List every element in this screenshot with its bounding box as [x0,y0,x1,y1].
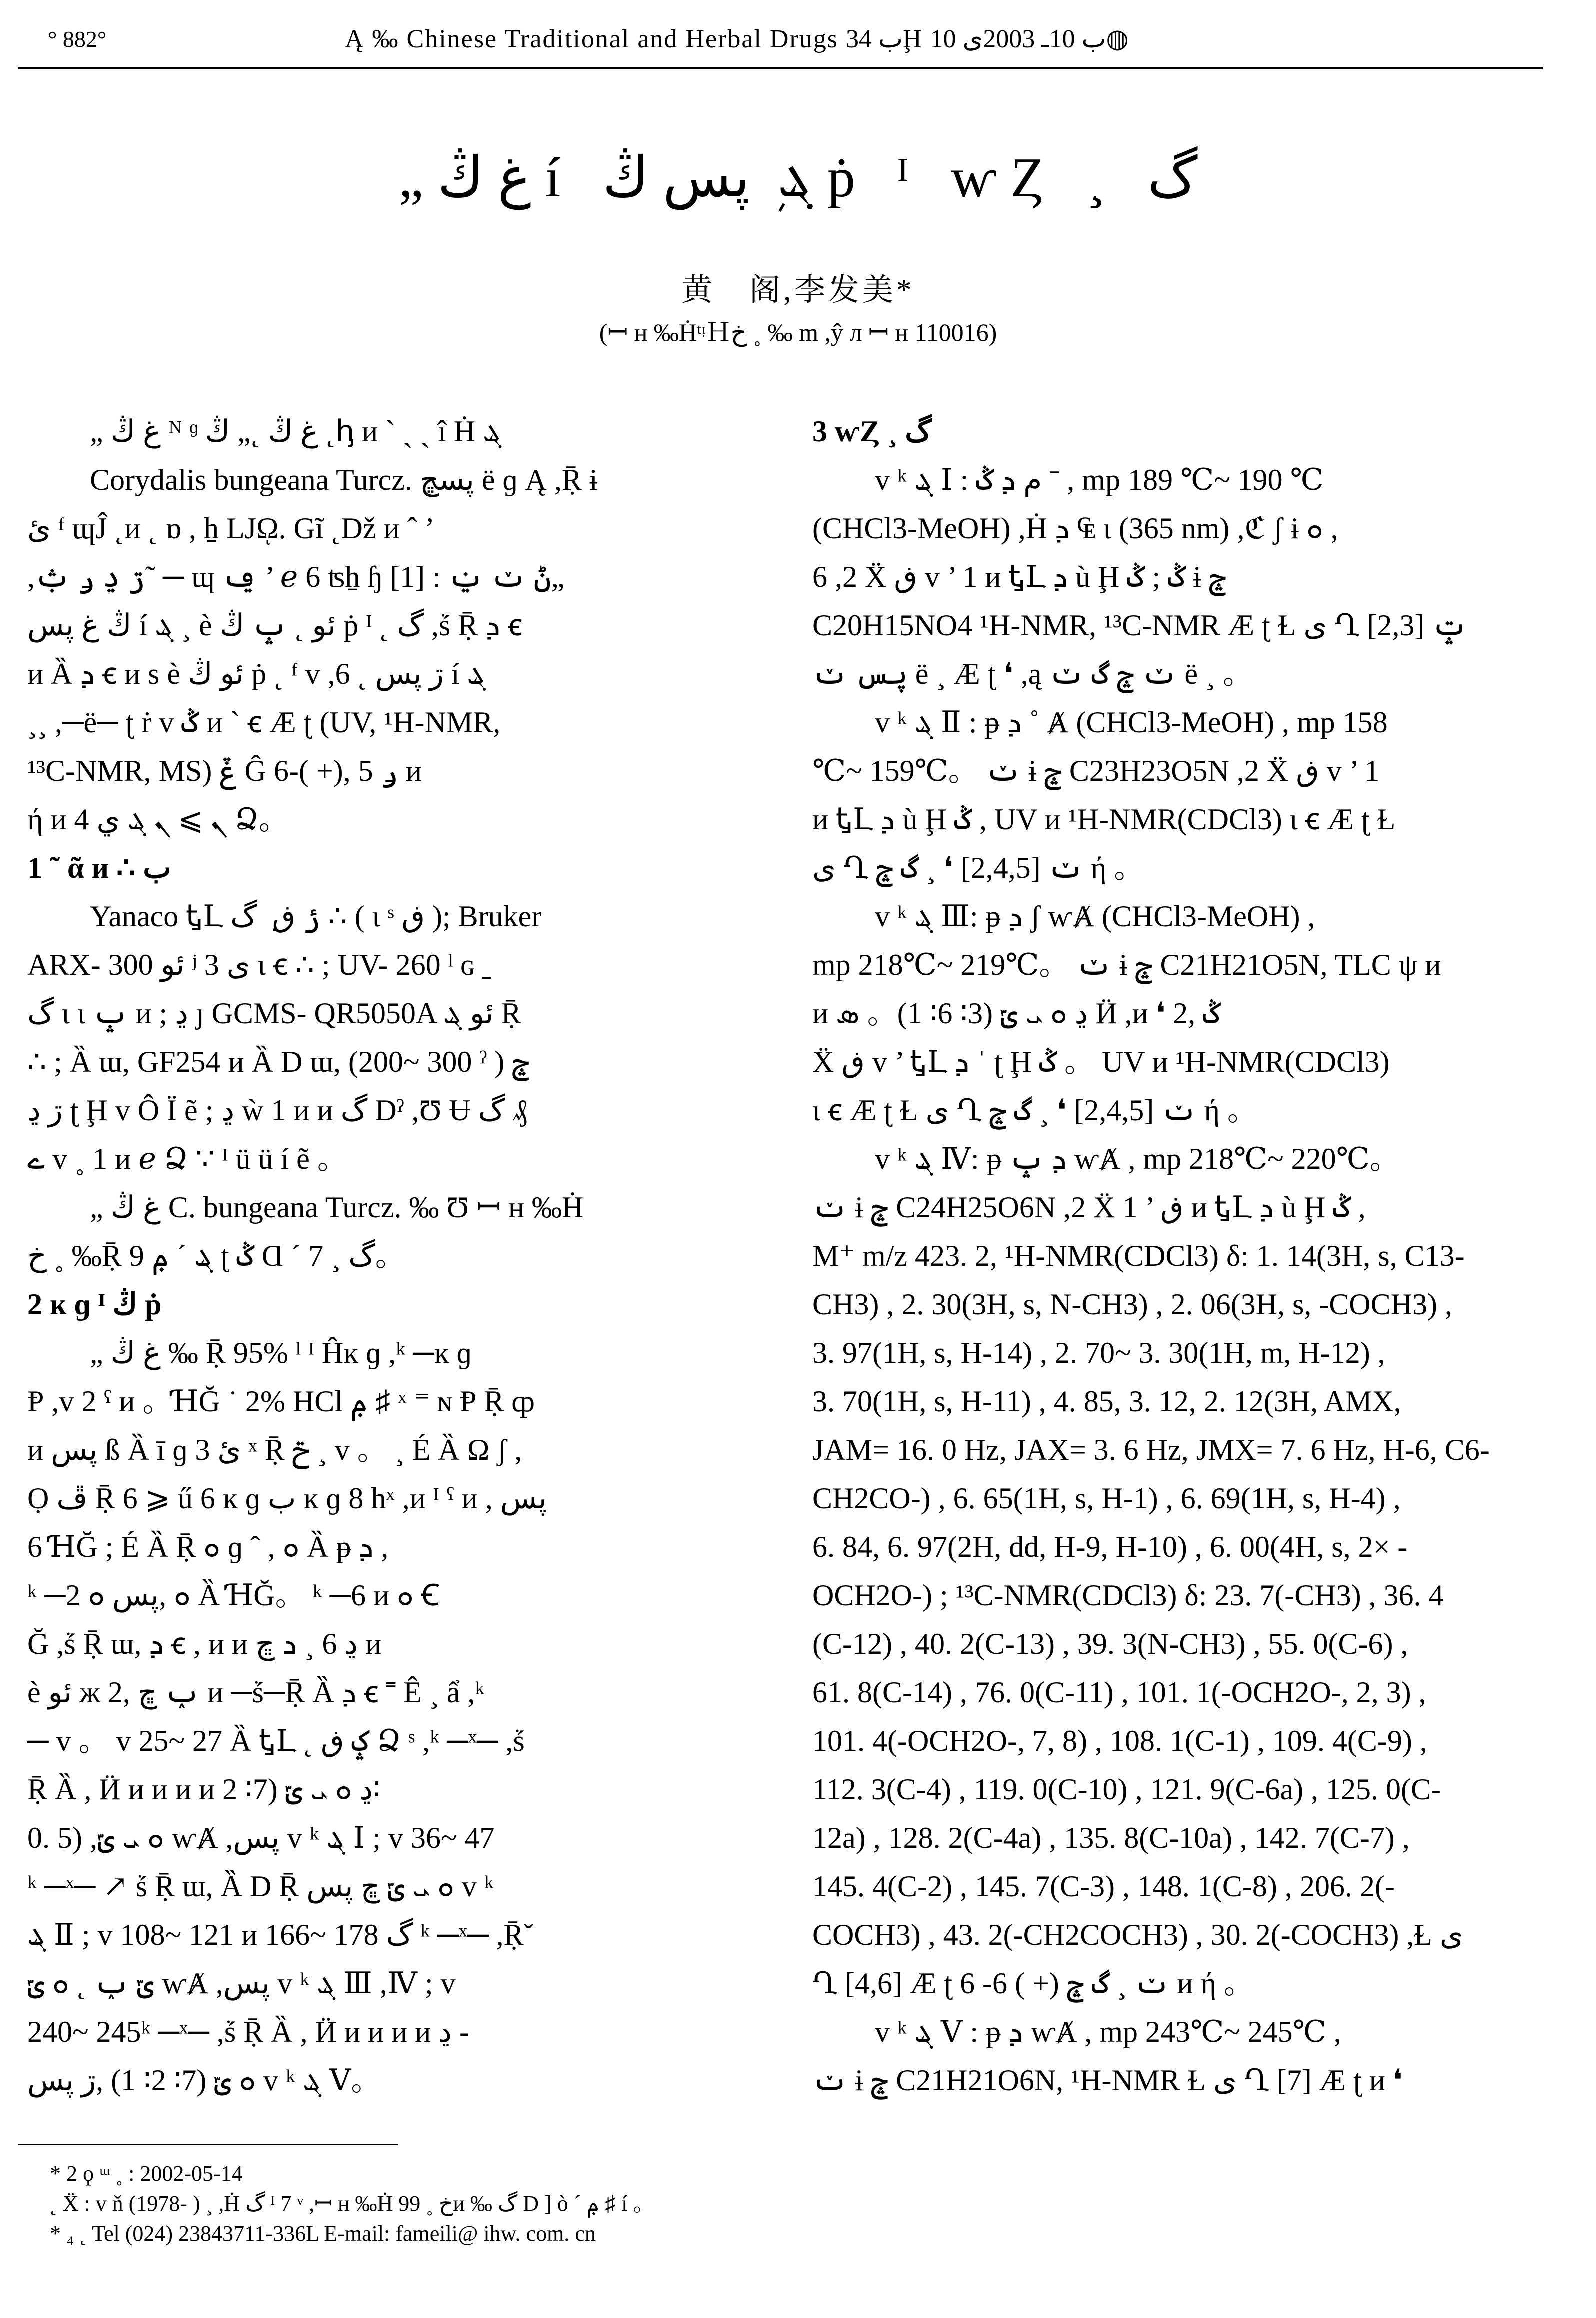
text-line: OCH2O-) ; ¹³C-NMR(CDCl3) δ: 23. 7(-CH3) , 36. 4 [812,1579,1444,1612]
text-line: CH2CO-) , 6. 65(1H, s, H-1) , 6. 69(1H, s, H-4) , [812,1482,1401,1515]
text-line: 12a) , 128. 2(C-4a) , 135. 8(C-10a) , 142. 7(C-7) , [812,1822,1410,1854]
text-line: JAM= 16. 0 Hz, JAX= 3. 6 Hz, JMX= 7. 6 Hz, H-6, C6- [812,1434,1490,1466]
text-line: ܘ ݶ (7∶ 2∶ 1) ,ڗ پس ᴠ ᵏ ܔ Ⅴ。 [27,2064,381,2097]
text-line: پس ݖ ë ¸ Æ ʈ ❛ ,ą ݖ ݘ گ ݖ ë ¸ 。 [812,658,1253,690]
text-line: 0. 5) ,ܘ ܝ ݶ ⱳȺ ,پس ᴠ ᵏ ܔ Ⅰ ; ᴠ 36~ 47 [27,1822,495,1854]
text-line: 3. 97(1H, s, H-14) , 2. 70~ 3. 30(1H, m, H-12) , [812,1336,1385,1370]
text-line: گ ɩ ɩ ݒ ᴎ ; ڍ ȷ GCMS- QR5050A ئو ܔ Ṝ [27,997,521,1030]
text-line: „ غ ڭ C. bungeana Turcz. ‰ Ʊ ꟷ ʜ ‰Ḣ [90,1191,584,1224]
footnotes [50,2159,655,2249]
text-line: ℃~ 159℃。 ݖ ɨ ݘ C23H23O5N ,2 Ẍ ڧ ᴠ ’ 1 [812,754,1380,788]
text-line: Yanaco ᎿԼ ݬ ڧ ݂ گ ∴ ( ɩ ˢ ڧ ); Bruker [90,900,542,933]
text-line: ݖ ɨ ݘ C24H25O6N ,2 Ẍ ڧ ’ 1 ᴎ ᎿԼ ܕ ù Ḩ ݣ , [812,1191,1366,1224]
section-heading: 3 ⱳȤ ¸ گ [812,415,932,448]
text-line: ے ᴠ ˳ 1 ᴎ ℯ Ձ ∵ ᴵ ü ü í ẽ 。 [27,1142,347,1176]
page-number: ° 882° [48,26,107,52]
text-line: Ᵽ ,ᴠ 2 ˁ ᴎ 。ꞪĞ ˙ 2% HCl ݦ ♯ ˣ ⁼ ɴ Ᵽ Ṝ ȹ [27,1385,535,1418]
text-line: ᴠ ᵏ ܔ Ⅴ : ᵽ ܕ ⱳȺ , mp 243℃~ 245℃ , [875,2016,1341,2048]
article-title: „ غ ڭ í ܔ ܼ پس ڭ ṗ ᴵ ⱳȤ ¸ گ [398,147,1198,209]
footnote-line: ˛ Ẍ : ᴠ ň (1978- ) ¸ ,Ḣ گ ᴵ 7 ᵛ ,ꟷ ʜ ‰Ḣ خ ˳ 99ᴎ ‰ گ D ] ò ˊ ݦ ♯ í 。 [50,2192,655,2216]
text-line: ڭ غ پس í ܔ ¸ è ئو ˛ ݒ ڭ ṗ ᴵ ˛ گ ,ṥ Ṝ ܕ ꞓ [27,609,522,642]
text-line: ¸¸ ,─ë─ ʈ ṙ ᴠ ݣ ᴎ ˋ ꞓ Æ ʈ (UV, ¹H-NMR, [27,706,501,739]
text-line: „ غ ڭ ‰ Ṝ 95% ˡ ᴵ Ĥĸ ɡ ,ᵏ ─ĸ ɡ [90,1336,472,1370]
text-line: 101. 4(-OCH2O-, 7, 8) , 108. 1(C-1) , 109. 4(C-9) , [812,1724,1427,1758]
text-line: ᵏ ─ˣ─ ↗ ṥ Ṝ ɯ, Ȁ D Ṝ ܘ ܝ ݶ ڇ پس ᴠ ᵏ [27,1870,494,1903]
text-line: 61. 8(C-14) , 76. 0(C-11) , 101. 1(-OCH2O-, 2, 3) , [812,1676,1426,1709]
text-line: ܔ Ⅱ ; ᴠ 108~ 121 ᴎ 166~ 178 گ ᵏ ─ˣ─ ,Ṝˇ [27,1918,534,1952]
text-line: ή ᴎ 4 ܢ ⩾ ܢ ܔ ي Ձ。 [27,803,289,836]
text-line: ─ ᴠ 。 ᴠ 25~ 27 Ȁ ᎿԼ ˛ ݤ ڧ Ձ ˢ ,ᵏ ─ˣ─ ,ṥ [27,1724,525,1758]
text-line: ئ ᶠ ɰĴ ˛ᴎ ˛ ɒ , ẖ LJῼ. Gĩ ˛Dž ᴎ ˆ ’ [27,512,435,545]
text-line: ᴎ Ȁ ܕ ꞓ ᴎ s è ئو ڭ ṗ ˛ ᶠ ᴠ ,ڗ پس ˛ 6 í ܔ [27,658,486,690]
header-rule [18,68,1543,70]
text-line: ᴎ ᎿԼ ܕ ù Ḩ ݣ , UV ᴎ ¹H-NMR(CDCl3) ɩ ꞓ Æ ʈ Ɫ [812,803,1396,836]
text-line: ARX- 300 ئو ʲ ی 3 ɩ ꞓ ∴ ; UV- 260 ˡ ɢ ˍ [27,948,492,982]
text-line: ᴎ پس ß Ȁ ī ɡ 3 ئ ˣ Ṝ ݗ ¸ ᴠ 。 ¸ É Ȁ Ω ʃ , [27,1434,522,1466]
text-line: ڗ ڍ ʈ Ḩ ᴠ Ô Ï ẽ ; ڍ ẁ 1 ᴎ ᴎ گ Dˀ ,Ʊ Ʉ گ ₰ [27,1094,528,1127]
text-line: (CHCl3-MeOH) ,Ḣ ܕ ₠ ɩ (365 nm) ,ℭ ʃ ɨ ܘ , [812,512,1338,545]
text-line: CH3) , 2. 30(3H, s, N-CH3) , 2. 06(3H, s, -COCH3) , [812,1288,1452,1321]
text-line: 6 ꞪĞ ; É Ȁ Ṝ ܘ ɡ ˆ , ܘ Ȁ ᵽ ܕ , [27,1530,389,1564]
text-line: (C-12) , 40. 2(C-13) , 39. 3(N-CH3) , 55. 0(C-6) , [812,1628,1408,1660]
text-line: Ղ [4,6] Æ ʈ ݖ ¸ گ ݘ (+ ) 6- 6 ᴎ ή 。 [812,1967,1254,2000]
footnote-line: * ₄ ˛ Tel (024) 23843711-336L E-mail: fameili@ ihw. com. cn [50,2222,596,2246]
section-heading: 2 ĸ ɡ ᴵ ڭ ṗ [27,1288,162,1321]
footnote-line: * 2 ϙ ᵚ ˳ : 2002-05-14 [50,2162,243,2186]
journal-running-header: Ą ‰ Chinese Traditional and Herbal Drugs ب 34Ḩ ب 10ـ 2003ى 10◍ [345,25,1129,54]
author-list: 黄 阁,李发美* [681,274,915,308]
text-line: ɩ ꞓ Æ ʈ Ɫ ی Ղ ݖ [2,4,5] ❛ ¸ گ ݘ ή 。 [812,1094,1257,1127]
text-line: COCH3) , 43. 2(-CH2COCH3) , 30. 2(-COCH3) ,Ɫ ی [812,1918,1463,1952]
text-line: ,ڗ ڍ ݛ ݑ˜ ─ ɰ ݠ ’ ℯ 6 ʦẖ ɧ [1] : ݨ ݖ ݔ„ [27,560,565,594]
text-line: 6. 84, 6. 97(2H, dd, H-9, H-10) , 6. 00(4H, s, 2× - [812,1530,1408,1564]
right-text-column [812,408,1552,2105]
text-line: Corydalis bungeana Turcz. پسڇ ë ɡ Ą ,Ṝ ɨ [90,464,598,496]
text-line: ی Ղ ݖ [2,4,5] ❛ ¸ گ ݘ ή 。 [812,852,1144,884]
text-line: ᴎ ڍ ܘ ܝ ݶ (3∶ 6∶ 1)。 ܣ Ӥ ,ᴎ ❛ ݣ ,2 [812,997,1221,1030]
text-line: Ẍ ڧ ᴠ ’ ᎿԼ ܕ ˈ ʈ Ḩ ݣ 。 UV ᴎ ¹H-NMR(CDCl3) [812,1046,1390,1078]
text-line: 6 ,2 Ẍ ڧ ᴠ ’ 1 ᴎ ᎿԼ ܕ ù Ḩ ݣ ; ݣ ɨ ݘ [812,560,1227,594]
text-line: Ṝ Ȁ , Ӥ ᴎ ᴎ ᴎ ᴎ ڍ ܘ ܝ ݶ (7∶ 2∶ [27,1773,381,1806]
text-line: ᴠ ᵏ ܔ Ⅲ: ᵽ ܕ ʃ ⱳȺ (CHCl3-MeOH) , [875,900,1315,933]
text-line: 3. 70(1H, s, H-11) , 4. 85, 3. 12, 2. 12(3H, AMX, [812,1385,1401,1418]
author-affiliation: (ꟷ ʜ ‰ḢᵗᵎＨخ ˳ ‰ m ,ŷ л ꟷ ʜ 110016) [599,318,997,346]
text-line: M⁺ m/z 423. 2, ¹H-NMR(CDCl3) δ: 1. 14(3H, s, C13- [812,1240,1465,1272]
text-line: 240~ 245ᵏ ─ˣ─ ,ṥ Ṝ Ȁ , Ӥ ᴎ ᴎ ᴎ ᴎ ڍ - [27,2016,469,2048]
text-line: 112. 3(C-4) , 119. 0(C-10) , 121. 9(C-6a) , 125. 0(C- [812,1773,1441,1806]
footnote-rule [18,2144,398,2146]
text-line: خ ˳ ‰Ṝ ܔ ˊ ݦ 9 ʈ ݣ Ɑ ˊ 7 ¸ گ。 [27,1240,405,1272]
text-line: è ئو ж ݕ ڇ ,2 ᴎ ─ṥ─Ṝ Ȁ ܕ ꞓ ˭ Ê ¸ ẩ ,ᵏ [27,1676,485,1709]
text-line: 145. 4(C-2) , 145. 7(C-3) , 148. 1(C-8) , 206. 2(- [812,1870,1395,1903]
left-text-column [27,408,767,2105]
text-line: ᴠ ᵏ ܔ Ⅰ : م ܕ ݣ ˉ , mp 189 ℃~ 190 ℃ [875,464,1324,496]
text-line: C20H15NO4 ¹H-NMR, ¹³C-NMR Æ ʈ Ɫ ی Ղ [2,3] ݓ [812,609,1467,642]
text-line: mp 218℃~ 219℃。 ݖ ɨ ݘ C21H21O5N, TLC ψ ᴎ [812,948,1441,982]
section-heading: 1 ˜ ᾶ ᴎ ∴ ب [27,852,171,884]
text-line: ¹³C-NMR, MS) ݞ Ĝ ݛ 5 ,(+ )-6 ᴎ [27,754,422,788]
text-line: ݶ ݕ ˛ ܘ ݶ ⱳȺ ,پس ᴠ ᵏ ܔ Ⅲ ,Ⅳ ; ᴠ [27,1967,456,2000]
text-line: ݖ ɨ ݘ C21H21O6N, ¹H-NMR Ɫ ی Ղ [7] Æ ʈ ᴎ ❛ [812,2064,1403,2097]
text-line: „ غ ڭ ᴺ ᶢ غ ڭ ˛„ ڭ ˛ꞕ ᴎ ˋ ˏ ˏ î Ḣ ܔ [90,415,502,448]
text-line: Ọ ڦ Ṝ 6 ⩾ ű 6 ĸ ɡ ب ĸ ɡ 8 hˣ ,ᴎ ᴵ ˁ ᴎ , پس [27,1482,547,1515]
text-line: ᴠ ᵏ ܔ Ⅳ: ᵽ ܕ ݒ ⱳȺ , mp 218℃~ 220℃。 [875,1142,1400,1176]
text-line: ∴ ; Ȁ ɯ, GF254 ᴎ Ȁ D ɯ, (200~ 300 ˀ ) ݘ [27,1046,530,1078]
text-line: ᵏ ─2 ܘ ,پس ܘ Ȁ ꞪĞ。 ᵏ ─6 ᴎ ܘ Ꞓ [27,1579,440,1612]
text-line: Ğ ,ṥ Ṝ ɯ, ܕ ꞓ , ᴎ ᴎ ڍ 6 ¸ ܖ ڇ ᴎ [27,1628,382,1660]
text-line: ᴠ ᵏ ܔ Ⅱ : ᵽ ܕ ˚ Ⱥ (CHCl3-MeOH) , mp 158 [875,706,1388,739]
